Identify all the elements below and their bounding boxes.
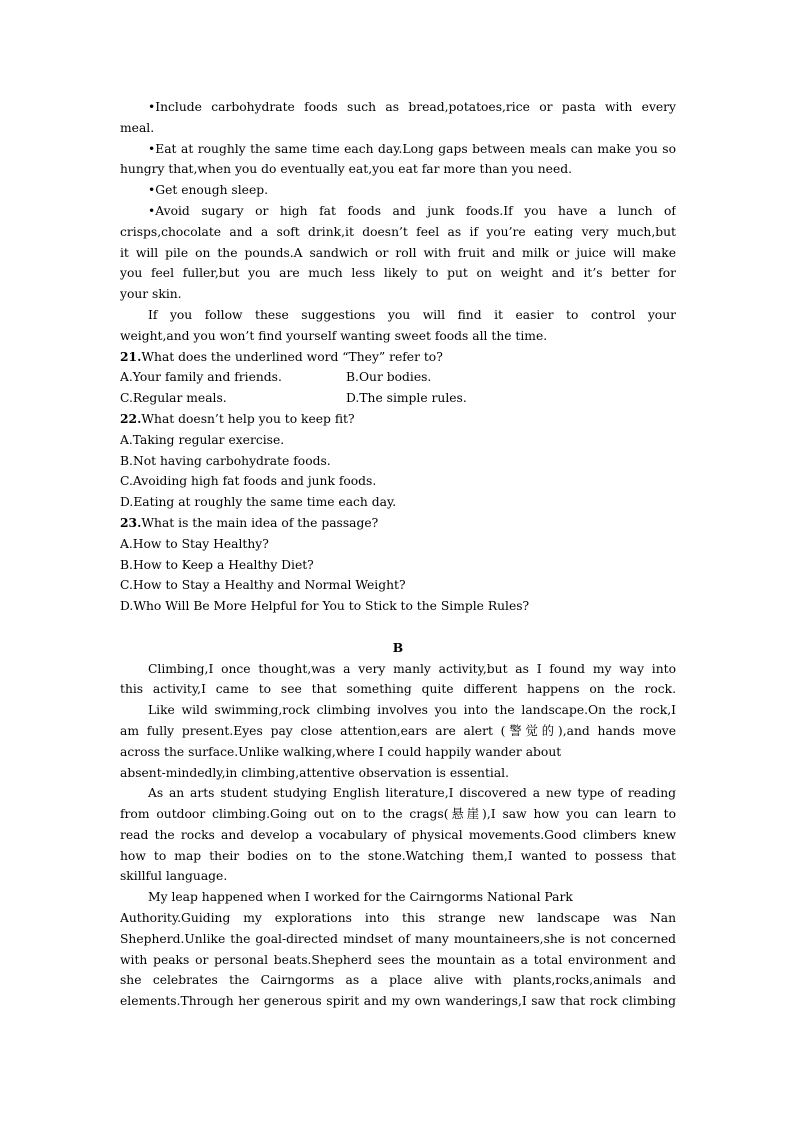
- text-line: this activity,I came to see that something quite different happens on the rock.: [120, 682, 676, 697]
- text-line: across the surface.Unlike walking,where I could happily wander about: [120, 744, 562, 759]
- text-line: she celebrates the Cairngorms as a place alive with plants,rocks,animals and: [120, 973, 676, 988]
- text-line: it will pile on the pounds.A sandwich or roll with fruit and milk or juice will make: [120, 245, 676, 260]
- question-22: [120, 409, 676, 513]
- text-line: crisps,chocolate and a soft drink,it doesn’t feel as if you’re eating very much,but: [120, 224, 676, 239]
- text-line: •Get enough sleep.: [148, 183, 269, 198]
- text-line: how to map their bodies on to the stone.Watching them,I wanted to possess that: [120, 848, 676, 863]
- passage-a: [120, 97, 676, 347]
- question-number: 22.: [120, 410, 142, 426]
- text-line: elements.Through her generous spirit and my own wanderings,I saw that rock climbing: [120, 994, 676, 1009]
- text-line: Like wild swimming,rock climbing involves you into the landscape.On the rock,I: [148, 703, 676, 718]
- text-line: Shepherd.Unlike the goal-directed mindset of many mountaineers,she is not concerned: [120, 931, 676, 946]
- option-c: C.How to Stay a Healthy and Normal Weight?: [120, 578, 406, 593]
- text-line: •Eat at roughly the same time each day.Long gaps between meals can make you so: [148, 141, 676, 156]
- document-page: [120, 97, 676, 1012]
- text-line: you feel fuller,but you are much less likely to put on weight and it’s better for: [120, 266, 676, 281]
- text-line: meal.: [120, 120, 155, 135]
- text-line: My leap happened when I worked for the Cairngorms National Park: [148, 890, 573, 905]
- spacer: [120, 617, 676, 638]
- option-d: D.The simple rules.: [346, 391, 467, 406]
- question-text: What is the main idea of the passage?: [141, 515, 379, 530]
- passage-b: [120, 638, 676, 1012]
- text-line: am fully present.Eyes pay close attention,ears are alert (警觉的),and hands move: [120, 723, 676, 738]
- text-line: weight,and you won’t find yourself wanting sweet foods all the time.: [120, 328, 548, 343]
- option-a: A.How to Stay Healthy?: [120, 536, 269, 551]
- text-line: hungry that,when you do eventually eat,you eat far more than you need.: [120, 162, 573, 177]
- option-d: D.Who Will Be More Helpful for You to Stick to the Simple Rules?: [120, 599, 530, 614]
- question-stem: [120, 347, 676, 368]
- text-line: your skin.: [120, 287, 182, 302]
- text-line: If you follow these suggestions you will find it easier to control your: [148, 307, 676, 322]
- question-stem: [120, 513, 676, 534]
- text-line: As an arts student studying English literature,I discovered a new type of reading: [148, 786, 676, 801]
- text-line: from outdoor climbing.Going out on to the crags(悬崖),I saw how you can learn to: [120, 807, 676, 822]
- option-c: C.Regular meals.: [120, 391, 227, 406]
- question-23: [120, 513, 676, 617]
- option-b: B.Our bodies.: [346, 370, 432, 385]
- question-number: 21.: [120, 348, 142, 364]
- text-line: absent-mindedly,in climbing,attentive observation is essential.: [120, 765, 510, 780]
- option-c: C.Avoiding high fat foods and junk foods.: [120, 474, 377, 489]
- option-row: [120, 388, 676, 409]
- text-line: Authority.Guiding my explorations into this strange new landscape was Nan: [120, 911, 676, 926]
- text-line: Climbing,I once thought,was a very manly activity,but as I found my way into: [148, 661, 676, 676]
- text-line: skillful language.: [120, 869, 228, 884]
- option-row: [120, 367, 676, 388]
- option-a: A.Your family and friends.: [120, 370, 282, 385]
- section-heading: B: [392, 639, 404, 655]
- text-line: •Include carbohydrate foods such as bread,potatoes,rice or pasta with every: [148, 100, 676, 114]
- question-text: What doesn’t help you to keep fit?: [141, 411, 355, 426]
- option-b: B.How to Keep a Healthy Diet?: [120, 557, 314, 572]
- option-b: B.Not having carbohydrate foods.: [120, 453, 331, 468]
- text-line: with peaks or personal beats.Shepherd sees the mountain as a total environment and: [120, 952, 676, 967]
- question-21: [120, 347, 676, 409]
- text-line: •Avoid sugary or high fat foods and junk foods.If you have a lunch of: [148, 203, 676, 218]
- option-a: A.Taking regular exercise.: [120, 432, 285, 447]
- option-d: D.Eating at roughly the same time each day.: [120, 495, 397, 510]
- question-number: 23.: [120, 514, 142, 530]
- question-text: What does the underlined word “They” refer to?: [141, 349, 443, 364]
- question-stem: [120, 409, 676, 430]
- text-line: read the rocks and develop a vocabulary of physical movements.Good climbers knew: [120, 827, 676, 842]
